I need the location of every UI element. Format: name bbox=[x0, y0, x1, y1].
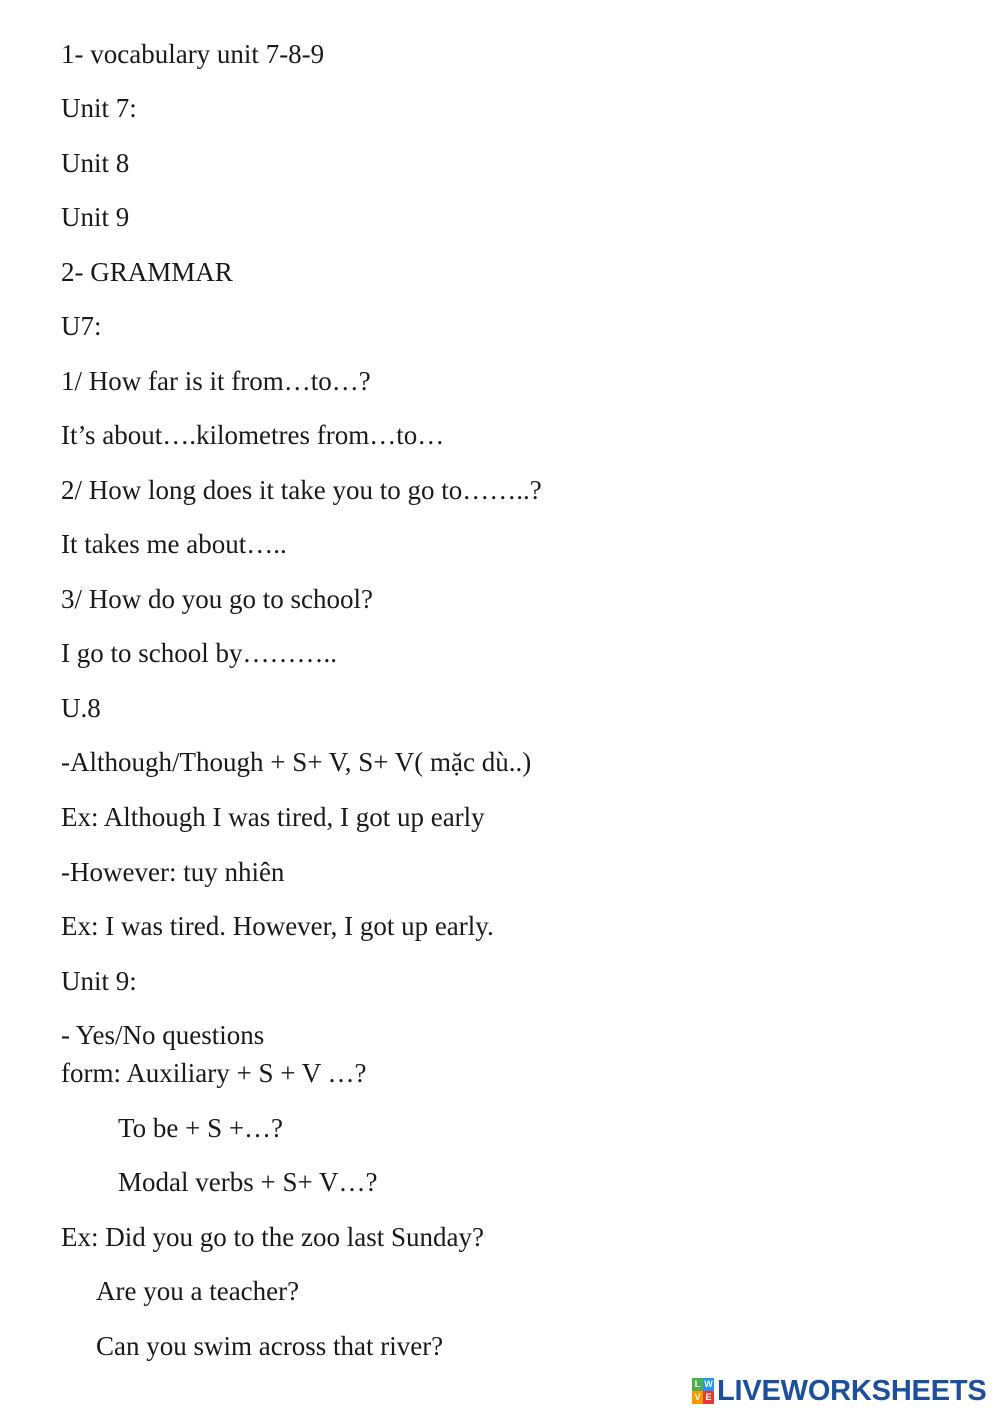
liveworksheets-logo-icon bbox=[692, 1378, 714, 1404]
yes-no-example-3: Can you swim across that river? bbox=[96, 1331, 444, 1361]
however-rule: -However: tuy nhiên bbox=[61, 857, 285, 887]
logo-mark-letter: E bbox=[703, 1391, 714, 1404]
section-grammar-heading: 2- GRAMMAR bbox=[61, 257, 233, 287]
yes-no-form-line: form: Auxiliary + S + V …? bbox=[61, 1058, 367, 1088]
however-example: Ex: I was tired. However, I got up early. bbox=[61, 911, 494, 941]
although-example: Ex: Although I was tired, I got up early bbox=[61, 802, 485, 832]
grammar-question-2: 2/ How long does it take you to go to……..? bbox=[61, 475, 542, 505]
unit-9-vocab-label: Unit 9 bbox=[61, 202, 130, 232]
logo-mark-letter: L bbox=[692, 1378, 703, 1391]
grammar-answer-3: I go to school by……….. bbox=[61, 638, 337, 668]
section-vocabulary-heading: 1- vocabulary unit 7-8-9 bbox=[61, 39, 325, 69]
to-be-form-line: To be + S +…? bbox=[118, 1113, 284, 1143]
unit-8-grammar-label: U.8 bbox=[61, 693, 101, 723]
logo-mark-letter: W bbox=[704, 1379, 713, 1389]
modal-verbs-form-line: Modal verbs + S+ V…? bbox=[118, 1167, 378, 1197]
logo-mark-letter: V bbox=[692, 1391, 703, 1404]
yes-no-example-2: Are you a teacher? bbox=[96, 1276, 300, 1306]
grammar-question-1: 1/ How far is it from…to…? bbox=[61, 366, 371, 396]
unit-7-vocab-label: Unit 7: bbox=[61, 93, 137, 123]
grammar-question-3: 3/ How do you go to school? bbox=[61, 584, 373, 614]
unit-9-grammar-label: Unit 9: bbox=[61, 966, 137, 996]
logo-wordmark: LIVEWORKSHEETS bbox=[717, 1374, 987, 1407]
although-rule: -Although/Though + S+ V, S+ V( mặc dù..) bbox=[61, 747, 532, 777]
yes-no-questions-heading: - Yes/No questions bbox=[61, 1020, 265, 1050]
yes-no-example-1: Ex: Did you go to the zoo last Sunday? bbox=[61, 1222, 484, 1252]
unit-7-grammar-label: U7: bbox=[61, 311, 102, 341]
grammar-answer-1: It’s about….kilometres from…to… bbox=[61, 420, 445, 450]
grammar-answer-2: It takes me about….. bbox=[61, 529, 287, 559]
liveworksheets-logo bbox=[692, 1374, 987, 1408]
unit-8-vocab-label: Unit 8 bbox=[61, 148, 130, 178]
